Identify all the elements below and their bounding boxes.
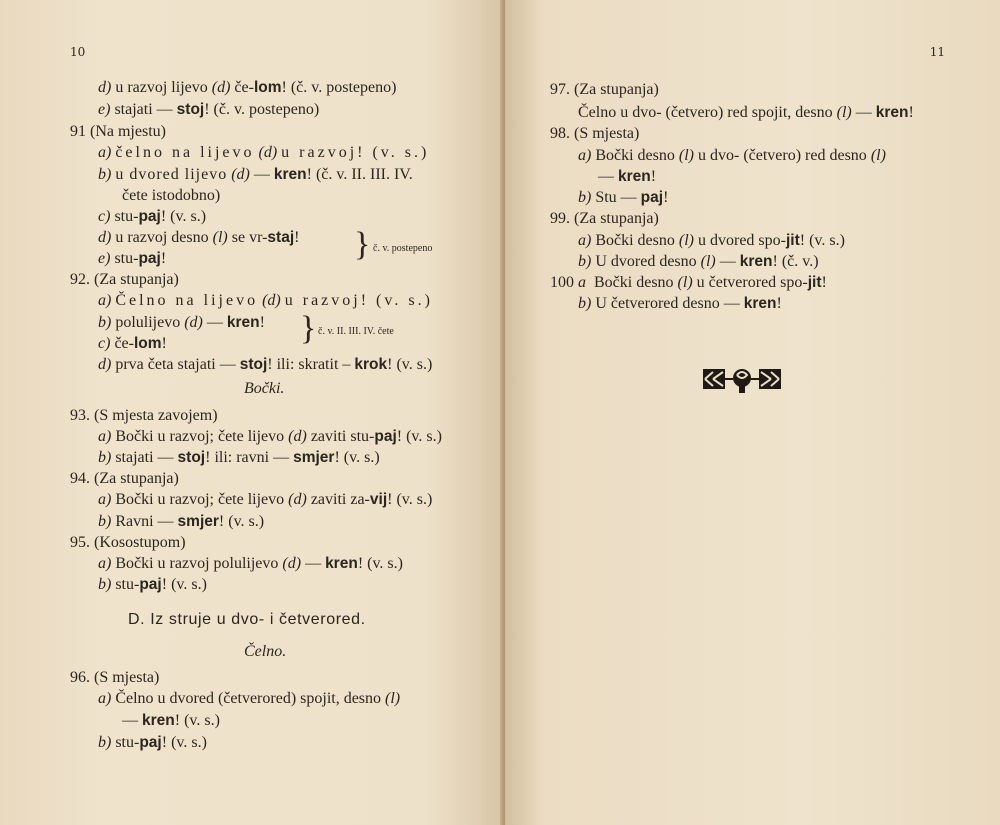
text-line: b) U dvored desno (l) — kren! (č. v.) [578,253,819,270]
text-line: čete istodobno) [122,187,221,204]
text-line: d) prva četa stajati — stoj! ili: skratit – krok! (v. s.) [98,356,433,373]
text-line: e) stajati — stoj! (č. v. postepeno) [98,101,320,118]
text-line: e) stu-paj! [98,250,167,267]
brace-icon: } [354,226,371,263]
text-line: a) Čelno na lijevo (d) u razvoj! (v. s.) [98,292,433,309]
side-note: č. v. II. III. IV. čete [318,326,394,337]
text-line: a) Bočki u razvoj; čete lijevo (d) zaviti za-vij! (v. s.) [98,491,433,508]
text-line: b) stajati — stoj! ili: ravni — smjer! (v. s.) [98,449,380,466]
exercise-heading: 96. (S mjesta) [70,669,160,686]
brace-icon: } [300,310,317,347]
section-heading: D. Iz struje u dvo- i četverored. [128,611,366,628]
exercise-heading: 98. (S mjesta) [550,125,640,142]
text-line: — kren! [598,168,657,185]
exercise-heading: 97. (Za stupanja) [550,81,659,98]
text-line: b) stu-paj! (v. s.) [98,734,207,751]
page-number-right: 11 [929,45,945,59]
exercise-heading: 91 (Na mjestu) [70,123,166,140]
text-line: a) Bočki u razvoj polulijevo (d) — kren! (v. s.) [98,555,403,572]
text-line: a) Bočki u razvoj; čete lijevo (d) zaviti stu-paj! (v. s.) [98,428,442,445]
text-line: a) Bočki desno (l) u dvo- (četvero) red desno (l) [578,147,886,164]
right-page [505,0,1000,825]
exercise-heading: 94. (Za stupanja) [70,470,179,487]
text-line: b) polulijevo (d) — kren! [98,314,265,331]
exercise-heading: 100 a Bočki desno (l) u četverored spo-jit! [550,274,827,291]
text-line: d) u razvoj lijevo (d) če-lom! (č. v. postepeno) [98,79,397,96]
fleuron-ornament-icon [703,365,781,393]
subheading: Čelno. [244,643,287,660]
text-line: b) Stu — paj! [578,189,669,206]
text-line: b) stu-paj! (v. s.) [98,576,207,593]
text-line: d) u razvoj desno (l) se vr-staj! [98,229,300,246]
text-line: a) Bočki desno (l) u dvored spo-jit! (v. s.) [578,232,845,249]
exercise-heading: 95. (Kosostupom) [70,534,186,551]
page-number-left: 10 [70,45,86,59]
text-line: b) u dvored lijevo (d) — kren! (č. v. II. III. IV. [98,166,413,183]
text-line: c) stu-paj! (v. s.) [98,208,207,225]
exercise-heading: 93. (S mjesta zavojem) [70,407,218,424]
text-line: — kren! (v. s.) [122,712,220,729]
text-line: a) Čelno u dvored (četverored) spojit, desno (l) [98,690,401,707]
exercise-heading: 99. (Za stupanja) [550,210,659,227]
text-line: b) U četverored desno — kren! [578,295,782,312]
text-line: b) Ravni — smjer! (v. s.) [98,513,265,530]
subheading: Bočki. [244,380,285,397]
text-line: Čelno u dvo- (četvero) red spojit, desno (l) — kren! [578,104,914,121]
exercise-heading: 92. (Za stupanja) [70,271,179,288]
text-line: c) če-lom! [98,335,167,352]
side-note: č. v. postepeno [373,243,433,254]
text-line: a) čelno na lijevo (d) u razvoj! (v. s.) [98,144,430,161]
